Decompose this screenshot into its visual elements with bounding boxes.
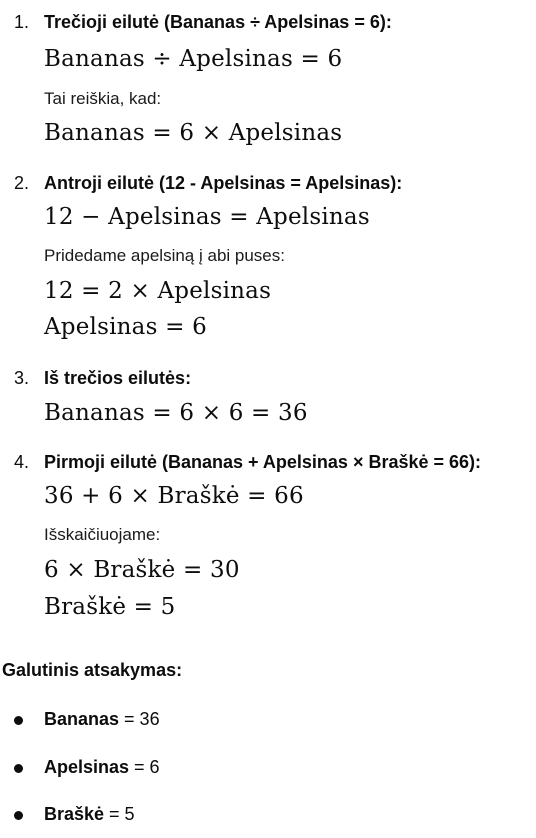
step-title: Antroji eilutė xyxy=(44,173,155,193)
step-heading xyxy=(44,173,402,194)
step-heading xyxy=(44,12,392,33)
step-number: 2. xyxy=(14,173,30,193)
step-title: Iš trečios eilutės xyxy=(44,368,186,388)
answer-label: Bananas xyxy=(44,709,120,729)
step-title-rest: (Bananas + Apelsinas × Braškė = 66): xyxy=(157,452,482,472)
bullet-icon xyxy=(14,716,23,725)
step-title-rest: : xyxy=(185,368,192,388)
equation: Apelsinas = 6 xyxy=(44,314,207,340)
step-number: 4. xyxy=(14,452,30,472)
step-title-rest: (Bananas ÷ Apelsinas = 6): xyxy=(159,12,392,32)
equation: 12 = 2 × Apelsinas xyxy=(44,278,272,304)
final-answer-item xyxy=(44,804,135,825)
final-answer-item xyxy=(44,757,160,778)
bullet-icon xyxy=(14,811,23,820)
answer-value: = 5 xyxy=(104,804,135,824)
step-heading xyxy=(44,452,481,473)
final-answer-title: Galutinis atsakymas: xyxy=(2,660,183,680)
step-title: Trečioji eilutė xyxy=(44,12,160,32)
answer-value: = 6 xyxy=(129,757,160,777)
equation: Braškė = 5 xyxy=(44,594,176,620)
equation: 6 × Braškė = 30 xyxy=(44,557,240,583)
explanation-text: Išskaičiuojame: xyxy=(44,525,161,544)
equation: Bananas = 6 × 6 = 36 xyxy=(44,400,308,426)
final-answer-item xyxy=(44,709,160,730)
answer-value: = 36 xyxy=(119,709,160,729)
answer-label: Apelsinas xyxy=(44,757,130,777)
equation: Bananas ÷ Apelsinas = 6 xyxy=(44,46,343,72)
step-number: 3. xyxy=(14,368,30,388)
answer-label: Braškė xyxy=(44,804,105,824)
bullet-icon xyxy=(14,764,23,773)
equation: 36 + 6 × Braškė = 66 xyxy=(44,483,304,509)
step-heading xyxy=(44,368,191,389)
step-title: Pirmoji eilutė xyxy=(44,452,158,472)
equation: 12 − Apelsinas = Apelsinas xyxy=(44,204,370,230)
step-number: 1. xyxy=(14,12,30,32)
explanation-text: Pridedame apelsiną į abi puses: xyxy=(44,246,285,265)
equation: Bananas = 6 × Apelsinas xyxy=(44,120,343,146)
step-title-rest: (12 - Apelsinas = Apelsinas): xyxy=(154,173,403,193)
explanation-text: Tai reiškia, kad: xyxy=(44,89,162,108)
